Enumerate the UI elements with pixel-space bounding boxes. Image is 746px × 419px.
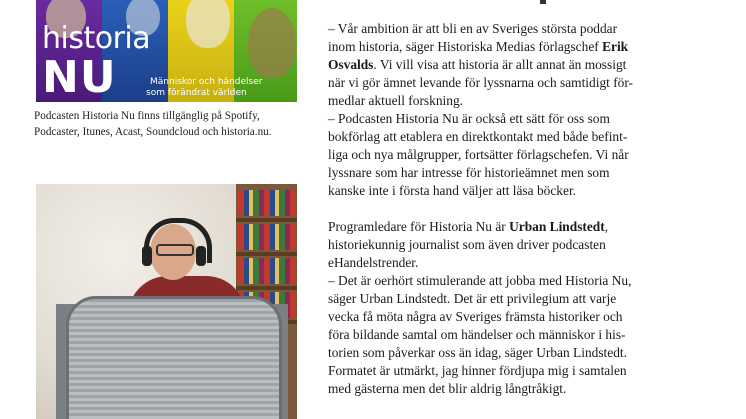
text-line: säger Urban Lindstedt. Det är ett privilegium att varje bbox=[328, 291, 617, 306]
historia-nu-logo bbox=[36, 0, 297, 102]
book-row bbox=[238, 224, 295, 250]
text-line: medlar aktuell forskning. bbox=[328, 93, 463, 108]
text-line: eHandelstrender. bbox=[328, 255, 419, 270]
name-erik-osvalds: Osvalds bbox=[328, 57, 374, 72]
logo-word-historia: historia bbox=[42, 21, 151, 56]
text-line bbox=[328, 218, 688, 236]
shelf-board bbox=[236, 286, 297, 290]
portrait-figure bbox=[248, 8, 296, 78]
text-line: när vi gör ämnet levande för lyssnarna och samtidigt för- bbox=[328, 75, 634, 90]
text-line bbox=[328, 56, 688, 74]
text-line: liga och nya målgrupper, fortsätter förlagschefen. Vi når bbox=[328, 147, 629, 162]
portrait-figure bbox=[186, 0, 230, 48]
text-line: lyssnare som har intresse för historieämnet men som bbox=[328, 165, 610, 180]
text-line: bokförlag att etablera en direktkontakt med både befint- bbox=[328, 129, 628, 144]
caption-line: Podcasten Historia Nu finns tillgänglig på Spotify, bbox=[34, 110, 260, 122]
shelf-board bbox=[236, 218, 297, 222]
text-span: . Vi vill visa att historia är allt annat än mossigt bbox=[373, 57, 627, 72]
vocal-booth-shield bbox=[66, 296, 282, 419]
text-line: Formatet är utmärkt, jag hinner fördjupa mig i samtalen bbox=[328, 363, 627, 378]
logo-tagline-line-2: som förändrat världen bbox=[146, 88, 247, 98]
headphone-ear-cup bbox=[142, 246, 152, 266]
text-line: – Podcasten Historia Nu är också ett sätt för oss som bbox=[328, 111, 610, 126]
text-span: Programledare för Historia Nu är bbox=[328, 219, 510, 234]
text-line: torien som påverkar oss än idag, säger Urban Lindstedt. bbox=[328, 345, 627, 360]
cut-off-text-fragment bbox=[540, 0, 546, 4]
book-row bbox=[238, 258, 295, 284]
text-span: inom historia, säger Historiska Medias förlagschef bbox=[328, 39, 603, 54]
text-line: med gästerna men det blir aldrig långtråkigt. bbox=[328, 381, 567, 396]
text-line: – Det är oerhört stimulerande att jobba med Historia Nu, bbox=[328, 273, 632, 288]
host-photo bbox=[36, 184, 297, 419]
paragraph-gap bbox=[328, 200, 688, 218]
logo-word-nu: NU bbox=[42, 52, 117, 102]
text-line: historiekunnig journalist som även driver podcasten bbox=[328, 237, 606, 252]
book-row bbox=[238, 190, 295, 216]
text-line: vecka få möta några av Sveriges främsta historiker och bbox=[328, 309, 623, 324]
text-line: – Vår ambition är att bli en av Sveriges största poddar bbox=[328, 21, 618, 36]
caption-line: Podcaster, Itunes, Acast, Soundcloud och historia.nu. bbox=[34, 126, 272, 138]
shelf-board bbox=[236, 252, 297, 256]
text-line: föra bildande samtal om händelser och människor i his- bbox=[328, 327, 626, 342]
name-erik-osvalds: Erik bbox=[602, 39, 629, 54]
text-span: , bbox=[604, 219, 609, 234]
article-body bbox=[328, 20, 688, 398]
text-line: kanske inte i första hand väljer att läsa böcker. bbox=[328, 183, 577, 198]
logo-caption bbox=[34, 108, 304, 140]
logo-tagline-line-1: Människor och händelser bbox=[150, 77, 263, 87]
headphone-ear-cup bbox=[196, 246, 206, 266]
text-line bbox=[328, 38, 688, 56]
name-urban-lindstedt: Urban Lindstedt bbox=[509, 219, 605, 234]
